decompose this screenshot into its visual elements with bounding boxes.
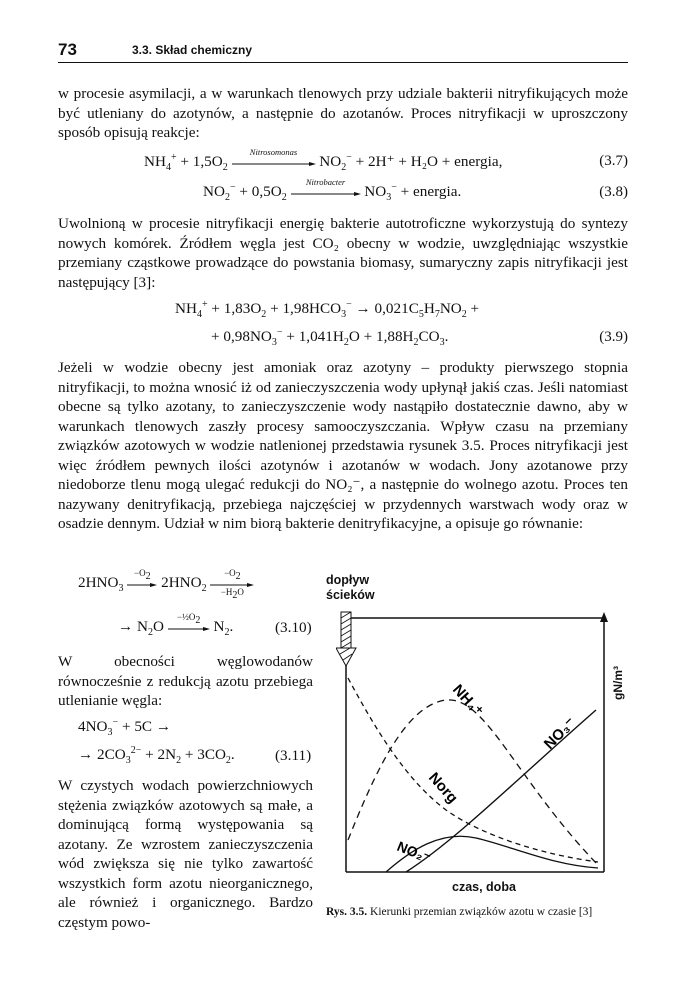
equation-3-10-line1: $2HNO_3$ $-O_2$ $2HNO_2$ $-O_2$ $-H_2O$ <box>78 574 254 592</box>
label-no2: NO₂⁻ <box>394 837 433 866</box>
paragraph-3: Jeżeli w wodzie obecny jest amoniak oraz azotyny – produkty pierwszego stopnia nitryfikacji, to można wnosić iż od zanieczyszczenia wody upłynął jakiś czas. Jeśli natomiast obecne są tylko azotany, to zanieczyszczenie wody nastąpiło dostatecznie dawno, aby w warunkach tlenowych zaszły procesy samooczyszczania. Wpływ czasu na przemiany związków azotowych w wodzie natlenionej przedstawia rysunek 3.5. Proces nitryfikacji jest więc źródłem pewnych ilości azotynów i azotanów w wodach. Jony azotanowe przy niedoborze tlenu mogą ulegać redukcji do NO₂⁻, a następnie do wolnego azotu. Proces ten nazywany denitryfikacją, przebiega najczęściej w przydennych warstwach wody oraz w osadzie dennym. Udział w nim biorą bakterie denitryfikacyjne, a opisuje go równanie: <box>58 359 628 532</box>
equation-3-9-line2: + $0,98NO_3^- + 1,041H_2O + 1,88H_2CO_3$. <box>211 326 449 349</box>
label-norg: Norg <box>425 769 462 807</box>
eq38-rest: + energia. <box>400 183 462 200</box>
eq37-rest: + 2H⁺ + H₂O + energia, <box>355 153 503 170</box>
equation-3-7: $NH_4^+ + 1,5O_2$ Nitrosomonas $NO_2^- + 2H^+ + H_2O$ + energia, <box>144 146 503 174</box>
equation-number-3-9: (3.9) <box>599 329 628 345</box>
paragraph-5: W czystych wodach powierzchniowych stężenia związków azotowych są małe, a dominującą formą występowania są azotany. Ze wzrostem zanieczyszczenia wód zwiększa się nie tylko zawartość wszystkich form azotu nieorganicznego, ale również i organicznego. Bardzo częstym powo- <box>58 777 313 931</box>
equation-number-3-10: (3.10) <box>275 619 312 636</box>
paragraph-2: Uwolnioną w procesie nitryfikacji energię bakterie autotroficzne wykorzystują do syntezy nowych komórek. Źródłem węgla jest CO₂ obecny w wodzie, uwzględniając wszystkie przemiany cząstkowe prowadzące do powstania biomasy, sumaryczny zapis nitryfikacji jest następujący [3]: <box>58 215 628 291</box>
paragraph-1: w procesie asymilacji, a w warunkach tlenowych przy udziale bakterii nitryfikujących może być utleniany do azotynów, a następnie do azotanów. Proces nitryfikacji w uproszczony sposób opisują reakcje: <box>58 85 628 141</box>
y-axis-label: gN/m³ <box>611 666 625 700</box>
paragraph-4: W obecności węglowodanów równocześnie z redukcją azotu przebiega utlenianie węgla: <box>58 653 313 709</box>
equation-3-11-line1: $4NO_3^- + 5C$ → <box>78 716 172 739</box>
equation-3-9-line1: $NH_4^+ + 1,83O_2 + 1,98HCO_3^- \to 0,021C_5H_7NO_2$ + <box>175 298 480 321</box>
y-arrowhead <box>600 612 608 622</box>
equation-number-3-8: (3.8) <box>599 184 628 200</box>
x-axis-label: czas, doba <box>452 880 516 894</box>
label-nh4: NH₄⁺ <box>449 681 487 720</box>
section-title: 3.3. Skład chemiczny <box>132 43 253 57</box>
equation-number-3-11: (3.11) <box>275 747 312 764</box>
equation-3-8: $NO_2^- + 0,5O_2$ Nitrobacter $NO_3^-$ + energia. <box>203 176 462 204</box>
caption-text: Kierunki przemian związków azotu w czasie [3] <box>370 906 593 918</box>
caption-number: Rys. 3.5. <box>326 906 368 918</box>
page-header <box>58 40 628 63</box>
page-number: 73 <box>58 40 77 59</box>
label-no3: NO₃⁻ <box>540 714 580 753</box>
figure-nitrogen-diagram <box>336 610 626 880</box>
inflow-label-line1: dopływ <box>326 573 370 587</box>
inflow-label-line2: ścieków <box>326 588 375 602</box>
arrow-label-nitrosomonas: Nitrosomonas <box>249 146 298 157</box>
figure-caption <box>326 905 626 920</box>
inflow-arrow <box>336 612 356 666</box>
equation-number-3-7: (3.7) <box>599 153 628 169</box>
equation-3-11-line2: → $2CO_3^{2-} + 2N_2 + 3CO_2$. <box>78 744 235 767</box>
arrow-label-nitrobacter: Nitrobacter <box>305 176 346 187</box>
equation-3-10-line2: → $N_2O$ $-\frac{1}{2}O_2$ $N_2$. <box>118 611 234 639</box>
